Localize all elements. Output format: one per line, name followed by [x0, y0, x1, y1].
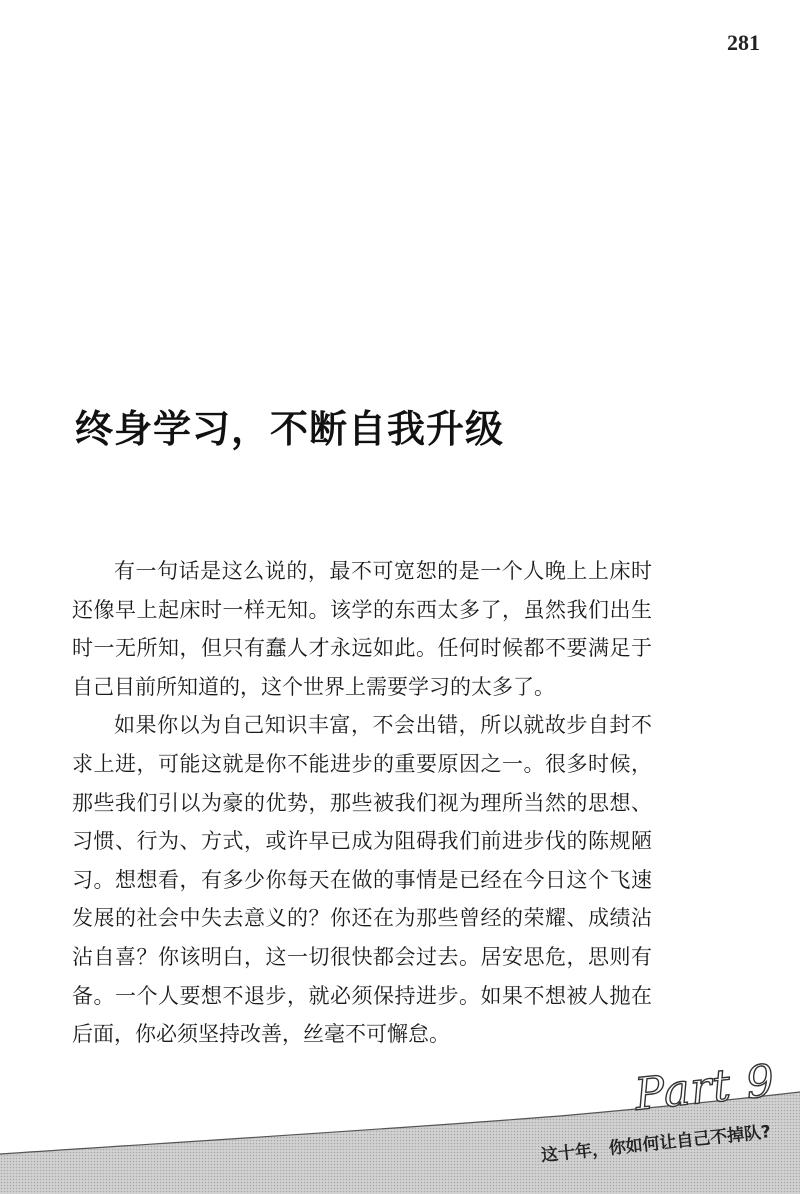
book-title: 这十年，你如何让自己不掉队? — [540, 1122, 772, 1167]
body-text — [72, 552, 652, 1054]
chapter-title: 终身学习，不断自我升级 — [75, 407, 505, 451]
page-number: 281 — [727, 30, 760, 55]
part-label: Part 9 — [632, 1055, 778, 1121]
paragraph-1: 有一句话是这么说的，最不可宽恕的是一个人晚上上床时还像早上起床时一样无知。该学的东西太多了，虽然我们出生时一无所知，但只有蠢人才永远如此。任何时候都不要满足于自己目前所知道的，这个世界上需要学习的太多了。 — [72, 559, 652, 699]
paragraph-2: 如果你以为自己知识丰富，不会出错，所以就故步自封不求上进，可能这就是你不能进步的重要原因之一。很多时候，那些我们引以为豪的优势，那些被我们视为理所当然的思想、习惯、行为、方式，或许早已成为阻碍我们前进步伐的陈规陋习。想想看，有多少你每天在做的事情是已经在今日这个飞速发展的社会中失去意义的？你还在为那些曾经的荣耀、成绩沾沾自喜？你该明白，这一切很快都会过去。居安思危，思则有备。一个人要想不退步，就必须保持进步。如果不想被人抛在后面，你必须坚持改善，丝毫不可懈怠。 — [72, 713, 652, 1047]
